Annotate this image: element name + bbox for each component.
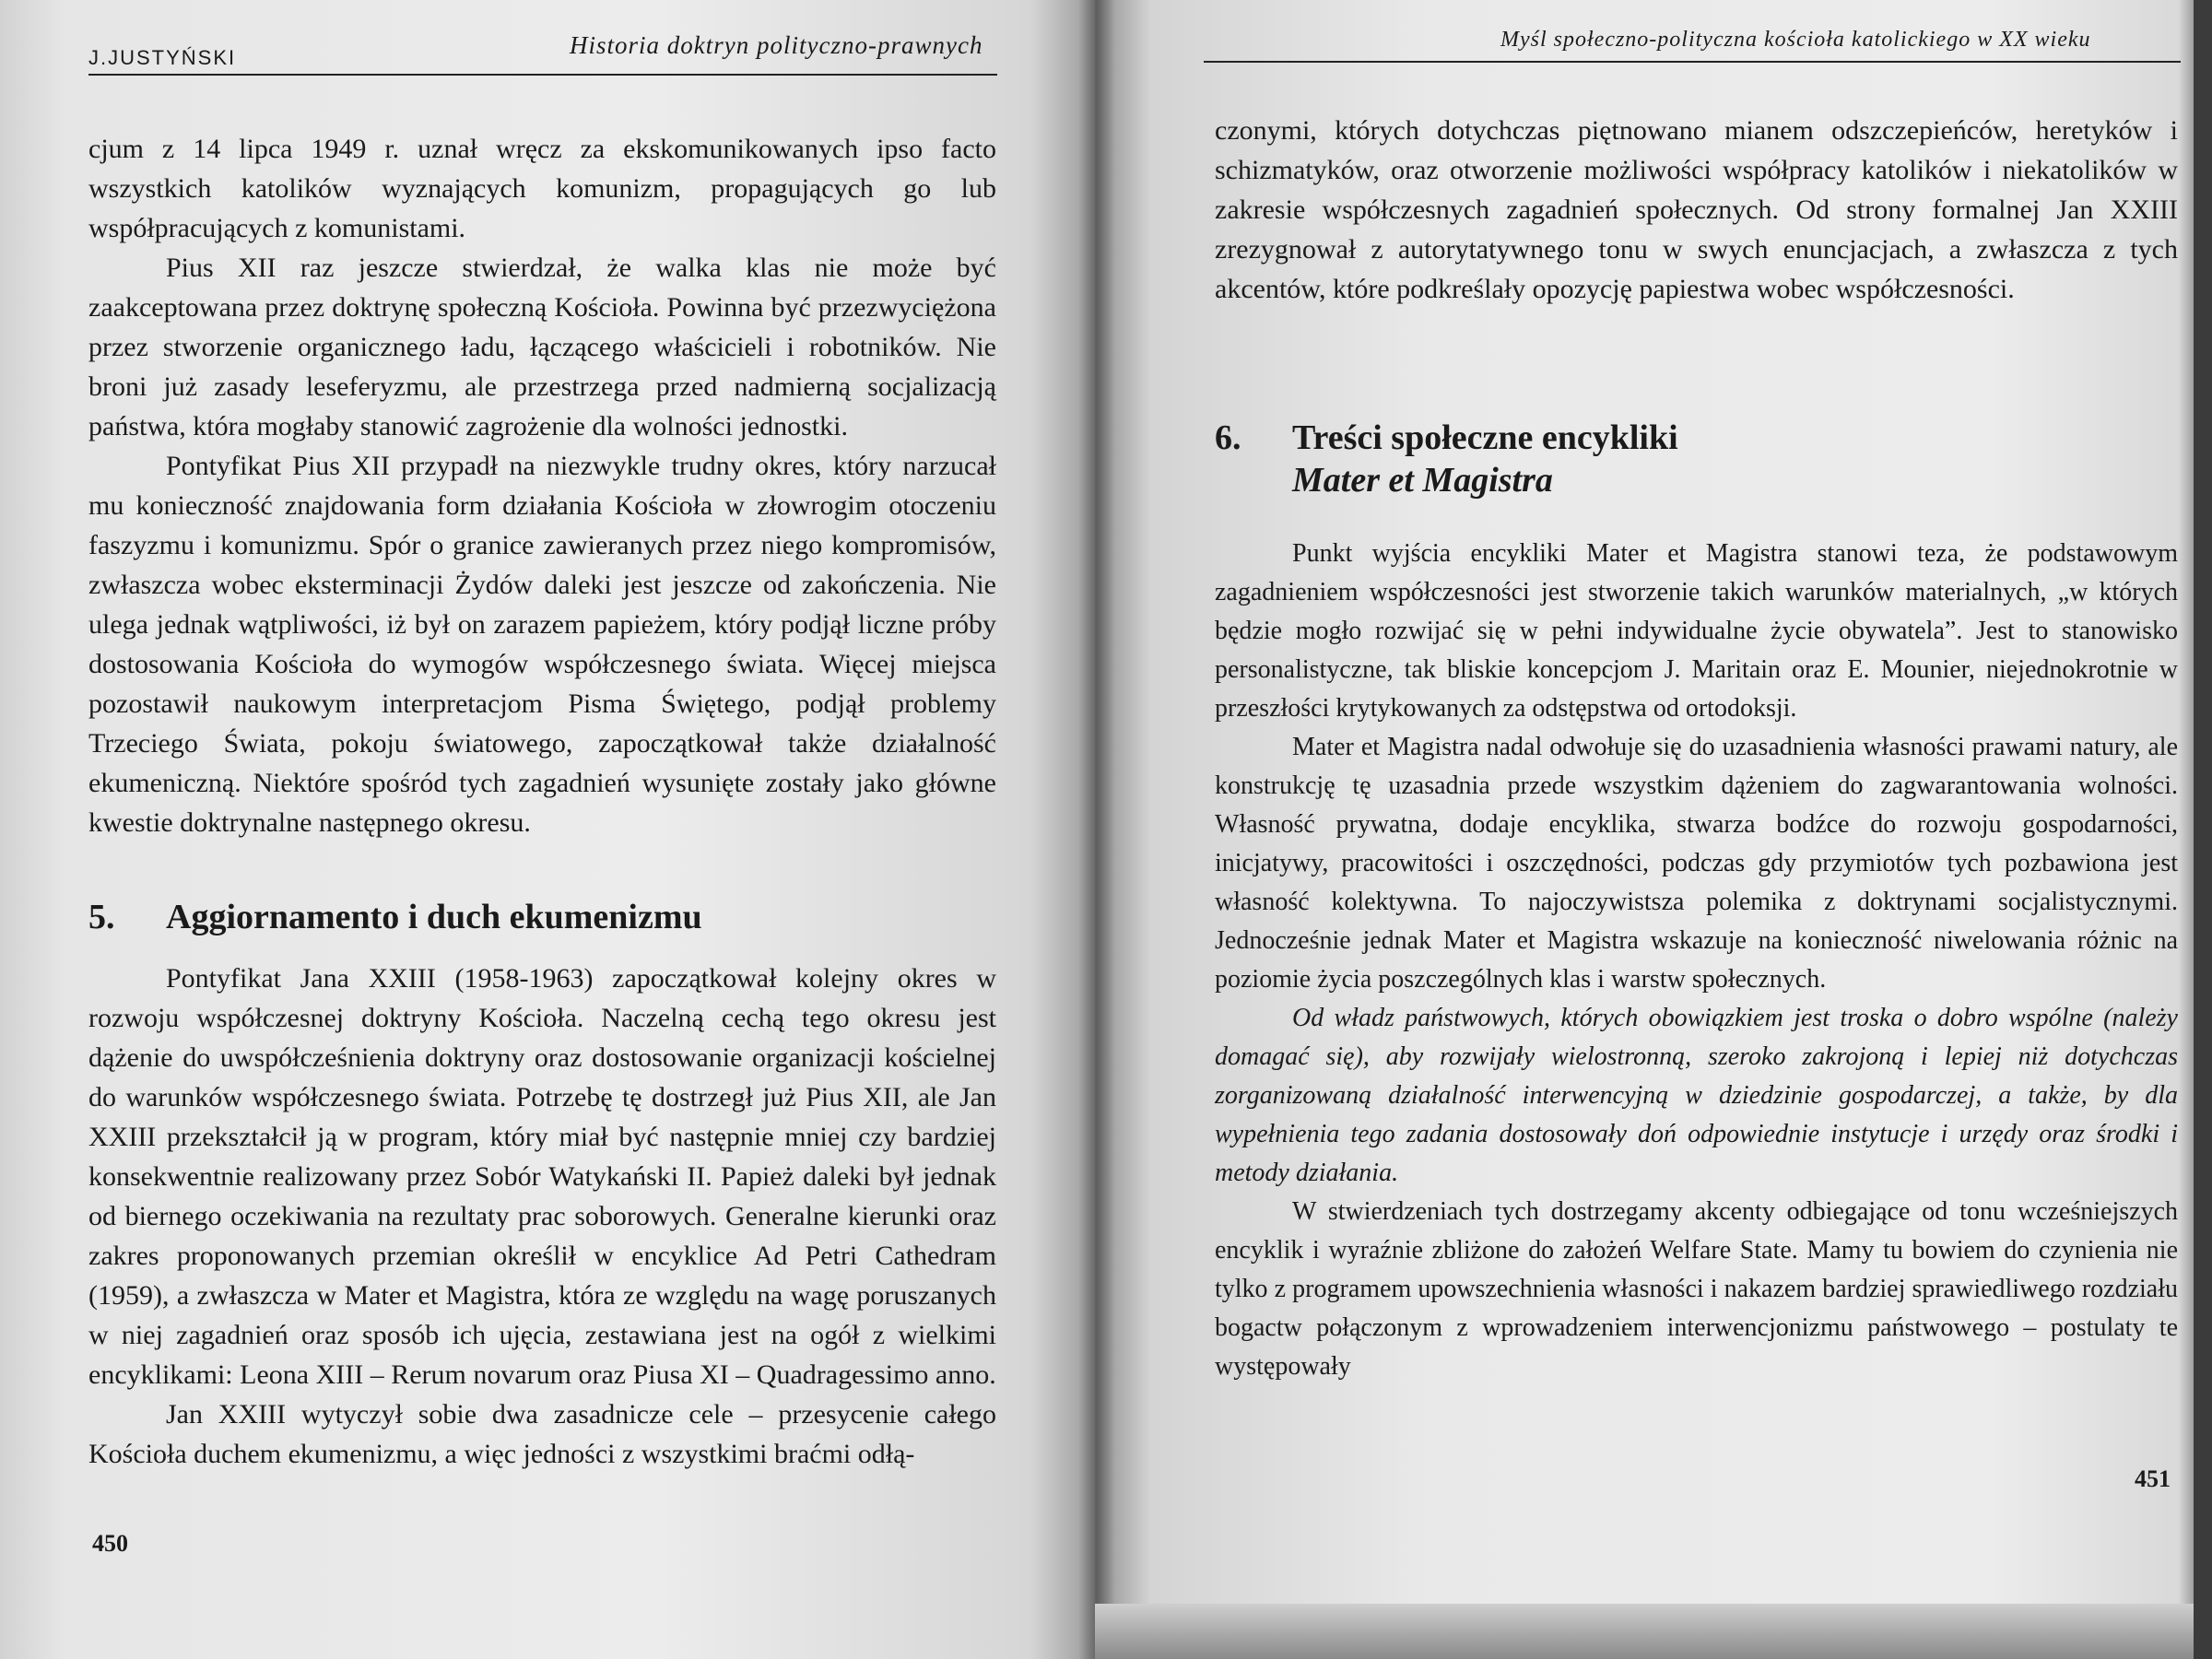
quote: Od władz państwowych, których obowiązkiem jest troska o dobro wspólne (należy domagać się), aby rozwijały wielostronną, szeroko zakrojoną i lepiej niż dotychczas zorganizowaną działalność interwencyjną w dziedzinie gospodarczej, a także, by dla wypełnienia tego zadania dostosowały doń odpowiednie instytucje i urzędy oraz środki i metody działania. — [1215, 1004, 2178, 1187]
section-heading — [88, 896, 996, 938]
section-title: Aggiornamento i duch ekumenizmu — [166, 898, 702, 936]
section-number: 5. — [88, 898, 115, 936]
book-gutter — [1078, 0, 1115, 1659]
paragraph: cjum z 14 lipca 1949 r. uznał wręcz za ekskomunikowanych ipso facto wszystkich katolików wyznających komunizm, propagujących go lub współpracujących z komunistami. — [88, 134, 996, 243]
paragraph: Pius XII raz jeszcze stwierdzał, że walka klas nie może być zaakceptowana przez doktrynę społeczną Kościoła. Powinna być przezwyciężona przez stworzenie organicznego ładu, łączącego właścicieli i robotników. Nie broni już zasady leseferyzmu, ale przestrzega przed nadmierną socjalizacją państwa, która mogłaby stanowić zagrożenie dla wolności jednostki. — [88, 253, 996, 441]
background-edge — [2194, 0, 2212, 1659]
left-page — [0, 0, 1095, 1659]
header-rule — [88, 74, 997, 76]
header-rule — [1204, 61, 2181, 63]
right-text-main — [1215, 535, 2178, 1386]
paragraph: W stwierdzeniach tych dostrzegamy akcenty odbiegające od tonu wcześniejszych encyklik i wyraźnie zbliżone do założeń Welfare State. Mamy tu bowiem do czynienia nie tylko z programem upowszechnienia własności i nakazem bardziej sprawiedliwego rozdziału bogactw połączonym z wprowadzeniem interwencjonizmu państwowego – postulaty te występowały — [1215, 1197, 2178, 1381]
page-number: 450 — [92, 1530, 128, 1557]
running-head-title: Myśl społeczno-polityczna kościoła katolickiego w XX wieku — [1500, 28, 2091, 52]
paragraph: Pontyfikat Pius XII przypadł na niezwykle trudny okres, który narzucał mu konieczność znajdowania form działania Kościoła w złowrogim otoczeniu faszyzmu i komunizmu. Spór o granice zawieranych przez niego kompromisów, zwłaszcza wobec eksterminacji Żydów daleki jest jeszcze od zakończenia. Nie ulega jednak wątpliwości, iż był on zarazem papieżem, który podjął liczne próby dostosowania Kościoła do wymogów współczesnego świata. Więcej miejsca pozostawił naukowym interpretacjom Pisma Świętego, podjął problemy Trzeciego Świata, pokoju światowego, zapoczątkował także działalność ekumeniczną. Niektóre spośród tych zagadnień wysunięte zostały jako główne kwestie doktrynalne następnego okresu. — [88, 451, 996, 838]
right-text-top — [1215, 111, 2178, 309]
right-page — [1095, 0, 2212, 1659]
running-head-author: J.JUSTYŃSKI — [88, 46, 237, 69]
running-head-title: Historia doktryn polityczno-prawnych — [570, 31, 983, 59]
paragraph: czonymi, których dotychczas piętnowano mianem odszczepieńców, heretyków i schizmatyków, oraz otworzenie możliwości współpracy katolików i niekatolików w zakresie współczesnych zagadnień społecznych. Od strony formalnej Jan XXIII zrezygnował z autorytatywnego tonu w swych enuncjacjach, a zwłaszcza z tych akcentów, które podkreślały opozycję papiestwa wobec współczesności. — [1215, 115, 2178, 304]
paragraph: Pontyfikat Jana XXIII (1958-1963) zapoczątkował kolejny okres w rozwoju współczesnej doktryny Kościoła. Naczelną cechą tego okresu jest dążenie do uwspółcześnienia doktryny oraz dostosowanie organizacji kościelnej do warunków współczesnego świata. Potrzebę tę dostrzegł już Pius XII, ale Jan XXIII przekształcił ją w program, który miał być następnie mniej czy bardziej konsekwentnie realizowany przez Sobór Watykański II. Papież daleki był jednak od biernego oczekiwania na rezultaty prac soborowych. Generalne kierunki oraz zakres proponowanych przemian określił w encyklice Ad Petri Cathedram (1959), a zwłaszcza w Mater et Magistra, która ze względu na wagę poruszanych w niej zagadnień oraz sposób ich ujęcia, zestawiana jest na ogół z wielkimi encyklikami: Leona XIII – Rerum novarum oraz Piusa XI – Quadragessimo anno. — [88, 963, 996, 1390]
paragraph: Jan XXIII wytyczył sobie dwa zasadnicze cele – przesycenie całego Kościoła duchem ekumenizmu, a więc jedności z wszystkimi braćmi odłą- — [88, 1399, 996, 1469]
page-number: 451 — [2135, 1465, 2171, 1492]
page-edge — [1095, 1604, 2212, 1659]
paragraph: Mater et Magistra nadal odwołuje się do uzasadnienia własności prawami natury, ale konstrukcję tę uzasadnia przede wszystkim dążeniem do zagwarantowania wolności. Własność prywatna, dodaje encyklika, stwarza bodźce do rozwoju gospodarności, inicjatywy, pracowitości i oszczędności, podczas gdy przymiotów tych pozbawiona jest własność kolektywna. To najoczywistsza polemika z doktrynami socjalistycznymi. Jednocześnie jednak Mater et Magistra wskazuje na konieczność niwelowania różnic na poziomie życia poszczególnych klas i warstw społecznych. — [1215, 733, 2178, 994]
paragraph: Punkt wyjścia encykliki Mater et Magistra stanowi teza, że podstawowym zagadnieniem współczesności jest stworzenie takich warunków materialnych, „w których będzie mogło rozwijać się w pełni indywidualne życie obywatela”. Jest to stanowisko personalistyczne, tak bliskie koncepcjom J. Maritain oraz E. Mounier, niejednokrotnie w przeszłości krytykowanych za odstępstwa od ortodoksji. — [1215, 539, 2178, 723]
section-subtitle: Mater et Magistra — [1292, 461, 1553, 500]
section-heading — [1215, 417, 2178, 501]
section-number: 6. — [1215, 418, 1241, 457]
section-title: Treści społeczne encykliki — [1292, 418, 1678, 457]
left-text-top — [88, 129, 996, 842]
left-text-bottom — [88, 959, 996, 1474]
